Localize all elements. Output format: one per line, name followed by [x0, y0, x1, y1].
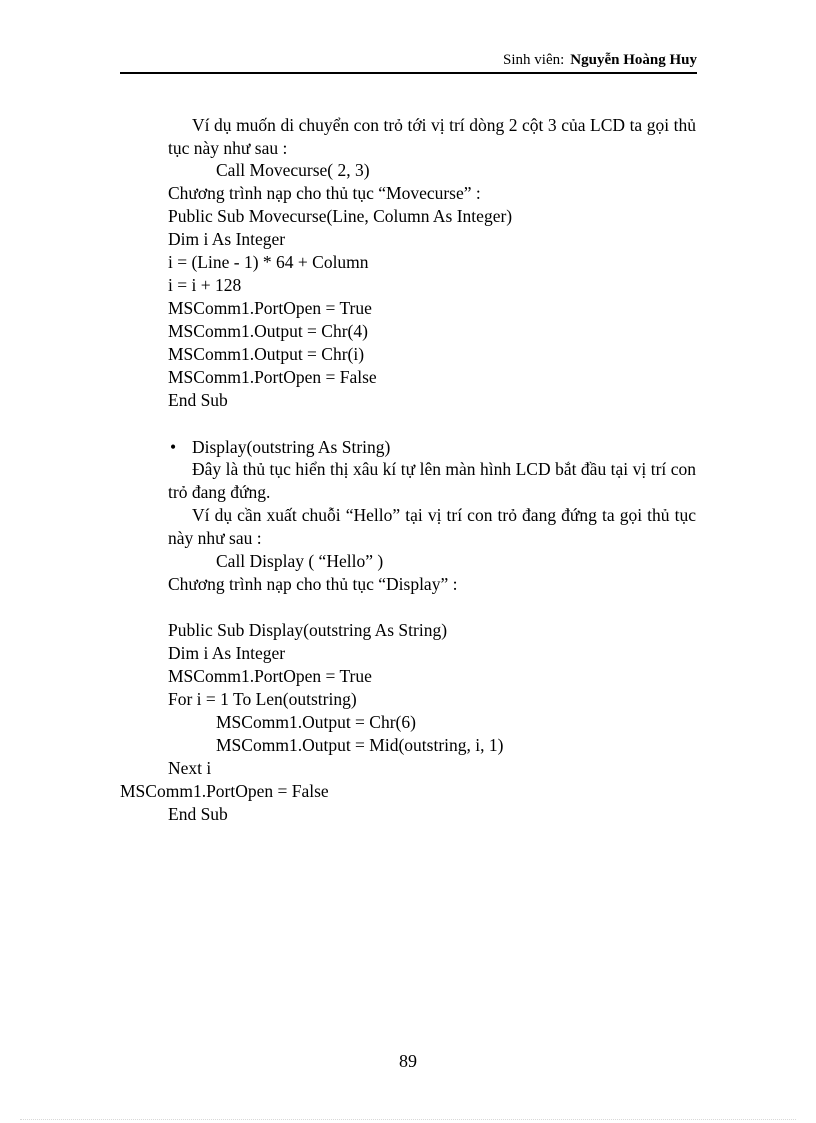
bullet-heading-display: Display(outstring As String)	[192, 437, 391, 457]
intro-movecurse: Chương trình nạp cho thủ tục “Movecurse” :	[168, 183, 481, 203]
code-line: i = (Line - 1) * 64 + Column	[168, 252, 369, 272]
page-number: 89	[399, 1051, 417, 1071]
paragraph-display-description: Đây là thủ tục hiển thị xâu kí tự lên màn hình LCD bắt đầu tại vị trí con trỏ đang đứng.	[168, 459, 696, 502]
bullet-icon: •	[170, 437, 177, 457]
page-header	[120, 50, 697, 70]
header-rule	[120, 72, 697, 74]
code-line: End Sub	[168, 390, 228, 410]
header-label: Sinh viên:	[503, 52, 565, 68]
code-line: MSComm1.PortOpen = True	[168, 666, 372, 686]
header-author-name: Nguyễn Hoàng Huy	[570, 52, 697, 68]
intro-display: Chương trình nạp cho thủ tục “Display” :	[168, 574, 458, 594]
code-line: Public Sub Movecurse(Line, Column As Integer)	[168, 206, 513, 226]
code-line: MSComm1.PortOpen = False	[120, 781, 329, 801]
code-line: Dim i As Integer	[168, 229, 286, 249]
paragraph-example-movecurse: Ví dụ muốn di chuyển con trỏ tới vị trí dòng 2 cột 3 của LCD ta gọi thủ tục này như sau :	[168, 115, 696, 158]
code-line: MSComm1.Output = Chr(4)	[168, 321, 368, 341]
code-line: Next i	[168, 758, 212, 778]
code-line: End Sub	[168, 804, 228, 824]
code-line: MSComm1.Output = Mid(outstring, i, 1)	[216, 735, 504, 755]
paragraph-example-display: Ví dụ cần xuất chuỗi “Hello” tại vị trí con trỏ đang đứng ta gọi thủ tục này như sau :	[168, 505, 696, 548]
code-line: i = i + 128	[168, 275, 242, 295]
call-movecurse-line: Call Movecurse( 2, 3)	[216, 160, 370, 180]
code-line: For i = 1 To Len(outstring)	[168, 689, 357, 709]
code-line: MSComm1.Output = Chr(6)	[216, 712, 416, 732]
code-line: Dim i As Integer	[168, 643, 286, 663]
code-line: MSComm1.PortOpen = True	[168, 298, 372, 318]
code-line: MSComm1.PortOpen = False	[168, 367, 377, 387]
call-display-line: Call Display ( “Hello” )	[216, 551, 384, 571]
code-line: MSComm1.Output = Chr(i)	[168, 344, 365, 364]
page-bottom-border	[20, 1119, 796, 1120]
code-line: Public Sub Display(outstring As String)	[168, 620, 448, 640]
